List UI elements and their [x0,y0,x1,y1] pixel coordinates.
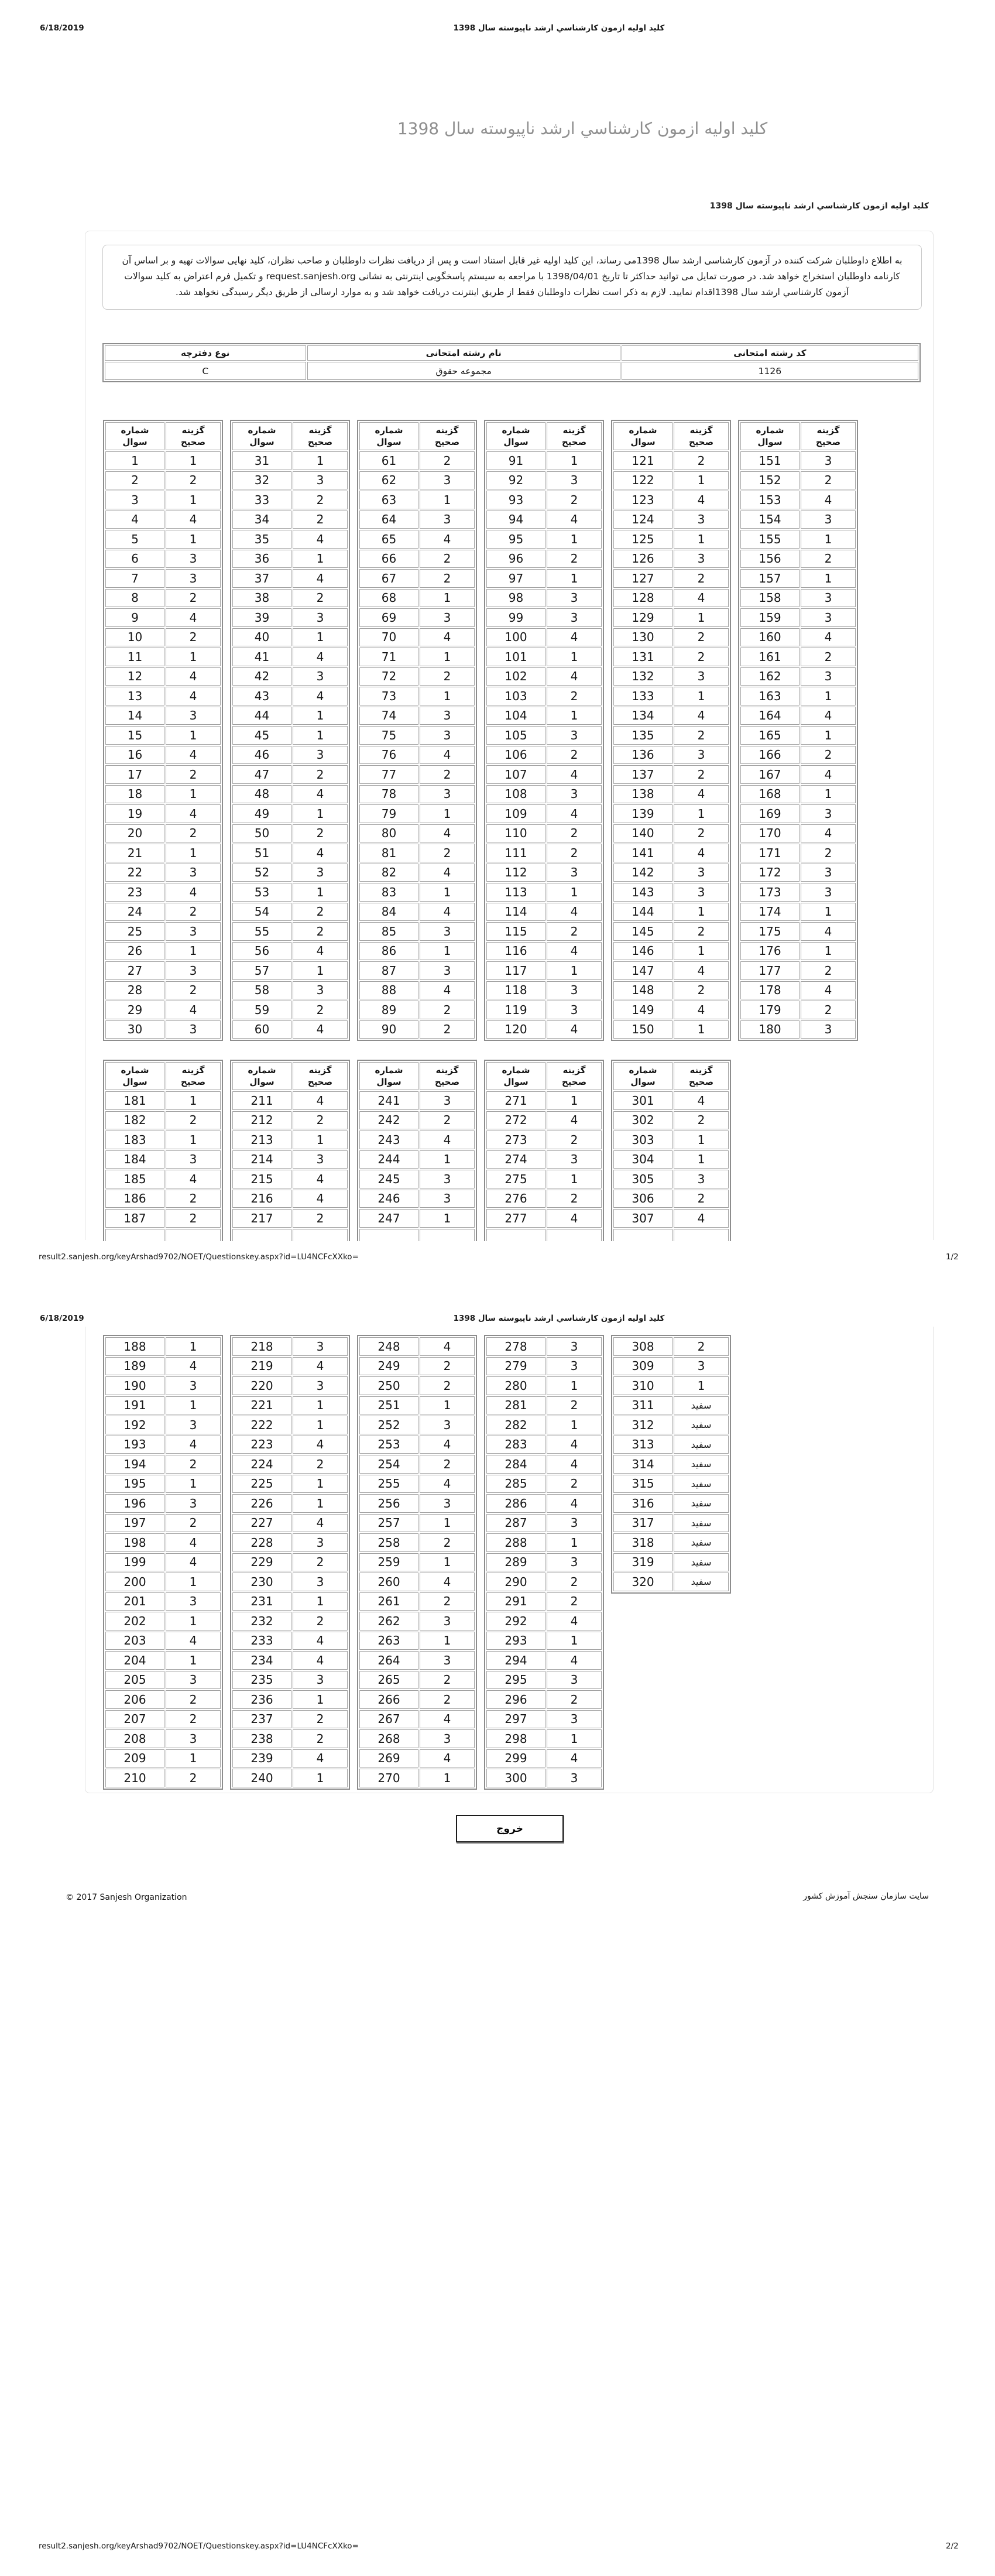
answer-table1-group-1: شماره سوال گزینه صحیح 1 1 2 2 3 1 4 4 5 1 6 3 7 3 8 2 9 4 10 2 11 1 12 4 13 4 14 3 15 1 16 4 17 2 18 1 19 4 20 2 21 1 22 3 23 4 24 2 25 3 26 1 27 3 28 2 29 4 30 3 [103,420,223,1041]
sanjesh-site-text: سایت سازمان سنجش آموزش کشور [803,1892,929,1901]
answer-table2-group-1-page1: شماره سوال گزینه صحیح 181 1 182 2 183 1 184 3 185 4 186 2 187 2 [103,1060,229,1241]
section-title: کلید اولیه ازمون کارشناسي ارشد ناپیوسته سال 1398 [709,201,929,211]
answer-table1-group-3: شماره سوال گزینه صحیح 61 2 62 3 63 1 64 3 65 4 66 2 67 2 68 1 69 3 70 4 71 1 72 2 73 1 74 3 75 3 76 4 77 2 78 3 79 1 80 4 81 2 82 4 83 1 84 4 85 3 86 1 87 3 88 4 89 2 90 2 [357,420,477,1041]
answer-table2-group-2-page1: شماره سوال گزینه صحیح 211 4 212 2 213 1 214 3 215 4 216 4 217 2 [230,1060,356,1241]
answer-table1-group-4: شماره سوال گزینه صحیح 91 1 92 3 93 2 94 4 95 1 96 2 97 1 98 3 99 3 100 4 101 1 102 4 103 2 104 1 105 3 106 2 107 4 108 3 109 4 110 2 111 2 112 3 113 1 114 4 115 2 116 4 117 1 118 3 119 3 120 4 [484,420,604,1041]
answer-table2-group-5-page2: 308 2 309 3 310 1 311 سفید 312 سفید 313 سفید 314 سفید 315 سفید 316 سفید 317 سفید 318 سفید 319 سفید 320 سفید [611,1335,731,1594]
answer-table2-group-4-page2: 278 3 279 3 280 1 281 2 282 1 283 4 284 4 285 2 286 4 287 3 288 1 289 3 290 2 291 2 292 4 293 1 294 4 295 3 296 2 297 3 298 1 299 4 300 3 [484,1335,604,1790]
answer-table2-group-2-page2: 218 3 219 4 220 3 221 1 222 1 223 4 224 2 225 1 226 1 227 4 228 3 229 2 230 3 231 1 232 2 233 4 234 4 235 3 236 1 237 2 238 2 239 4 240 1 [230,1335,350,1790]
print-footer-url-page1: result2.sanjesh.org/keyArshad9702/NOET/Questionskey.aspx?id=LU4NCFcXXko= [39,1252,359,1262]
info-header-booklet-type: نوع دفترچه [105,345,306,361]
answer-table1-group-2: شماره سوال گزینه صحیح 31 1 32 3 33 2 34 2 35 4 36 1 37 4 38 2 39 3 40 1 41 4 42 3 43 4 44 1 45 1 46 3 47 2 48 4 49 1 50 2 51 4 52 3 53 1 54 2 55 2 56 4 57 1 58 3 59 2 60 4 [230,420,350,1041]
print-footer-pagenum-page1: 1/2 [946,1252,959,1262]
answer-table2-group-1-page2: 188 1 189 4 190 3 191 1 192 3 193 4 194 2 195 1 196 3 197 2 198 4 199 4 200 1 201 3 202 1 203 4 204 1 205 3 206 2 207 2 208 3 209 1 210 2 [103,1335,223,1790]
info-header-field-name: نام رشته امتحانی [307,345,620,361]
copyright-text: © 2017 Sanjesh Organization [66,1893,187,1902]
print-header-title-page1: کلید اولیه ازمون کارشناسي ارشد ناپیوسته سال 1398 [453,23,665,33]
exam-info-table [102,343,921,382]
info-header-exam-code: کد رشته امتحانی [622,345,918,361]
page-title: کلید اولیه ازمون کارشناسي ارشد ناپیوسته سال 1398 [397,119,768,138]
answer-table2-group-5-page1: شماره سوال گزینه صحیح 301 4 302 2 303 1 304 1 305 3 306 2 307 4 [611,1060,737,1241]
print-header-date-page1: 6/18/2019 [40,23,84,33]
print-footer-pagenum-page2: 2/2 [946,2541,959,2551]
answer-table1-group-6: شماره سوال گزینه صحیح 151 3 152 2 153 4 154 3 155 1 156 2 157 1 158 3 159 3 160 4 161 2 162 3 163 1 164 4 165 1 166 2 167 4 168 1 169 3 170 4 171 2 172 3 173 3 174 1 175 4 176 1 177 2 178 4 179 2 180 3 [738,420,858,1041]
info-value-field-name: مجموعه حقوق [307,362,620,380]
print-header-date-page2: 6/18/2019 [40,1314,84,1323]
answer-table2-group-4-page1: شماره سوال گزینه صحیح 271 1 272 4 273 2 274 3 275 1 276 2 277 4 [484,1060,610,1241]
exit-button[interactable]: خروج [456,1815,564,1842]
answer-table2-group-3-page1: شماره سوال گزینه صحیح 241 3 242 2 243 4 244 1 245 3 246 3 247 1 [357,1060,483,1241]
answer-table1-group-5: شماره سوال گزینه صحیح 121 2 122 1 123 4 124 3 125 1 126 3 127 2 128 4 129 1 130 2 131 2 132 3 133 1 134 4 135 2 136 3 137 2 138 4 139 1 140 2 141 4 142 3 143 3 144 1 145 2 146 1 147 4 148 2 149 4 150 1 [611,420,731,1041]
answer-table2-group-3-page2: 248 4 249 2 250 2 251 1 252 3 253 4 254 2 255 4 256 3 257 1 258 2 259 1 260 4 261 2 262 3 263 1 264 3 265 2 266 2 267 4 268 3 269 4 270 1 [357,1335,477,1790]
notice-box: به اطلاع داوطلبان شرکت کننده در آزمون کارشناسی ارشد سال 1398می رساند، این کلید اولیه غیر قابل استناد است و پس از دریافت نظرات داوطلبان و صاحب نظران، کلید نهایی سوالات تهیه و بر اساس آن کارنامه داوطلبان استخراج خواهد شد. در صورت تمایل می توانید حداکثر تا تاریخ 1398/04/01 با مراجعه به سیستم پاسخگویی اینترنتی به نشانی request.sanjesh.org و تکمیل فرم اعتراض به کلید سوالات آزمون کارشناسي ارشد سال 1398اقدام نمایید. لازم به ذکر است نظرات داوطلبان فقط از طریق اینترنت دریافت خواهد شد و به موارد ارسالی از طریق دیگر رسیدگی نخواهد شد. [102,245,922,310]
info-value-booklet-type: C [105,362,306,380]
print-footer-url-page2: result2.sanjesh.org/keyArshad9702/NOET/Questionskey.aspx?id=LU4NCFcXXko= [39,2541,359,2551]
print-header-title-page2: کلید اولیه ازمون کارشناسي ارشد ناپیوسته سال 1398 [453,1314,665,1323]
info-value-exam-code: 1126 [622,362,918,380]
